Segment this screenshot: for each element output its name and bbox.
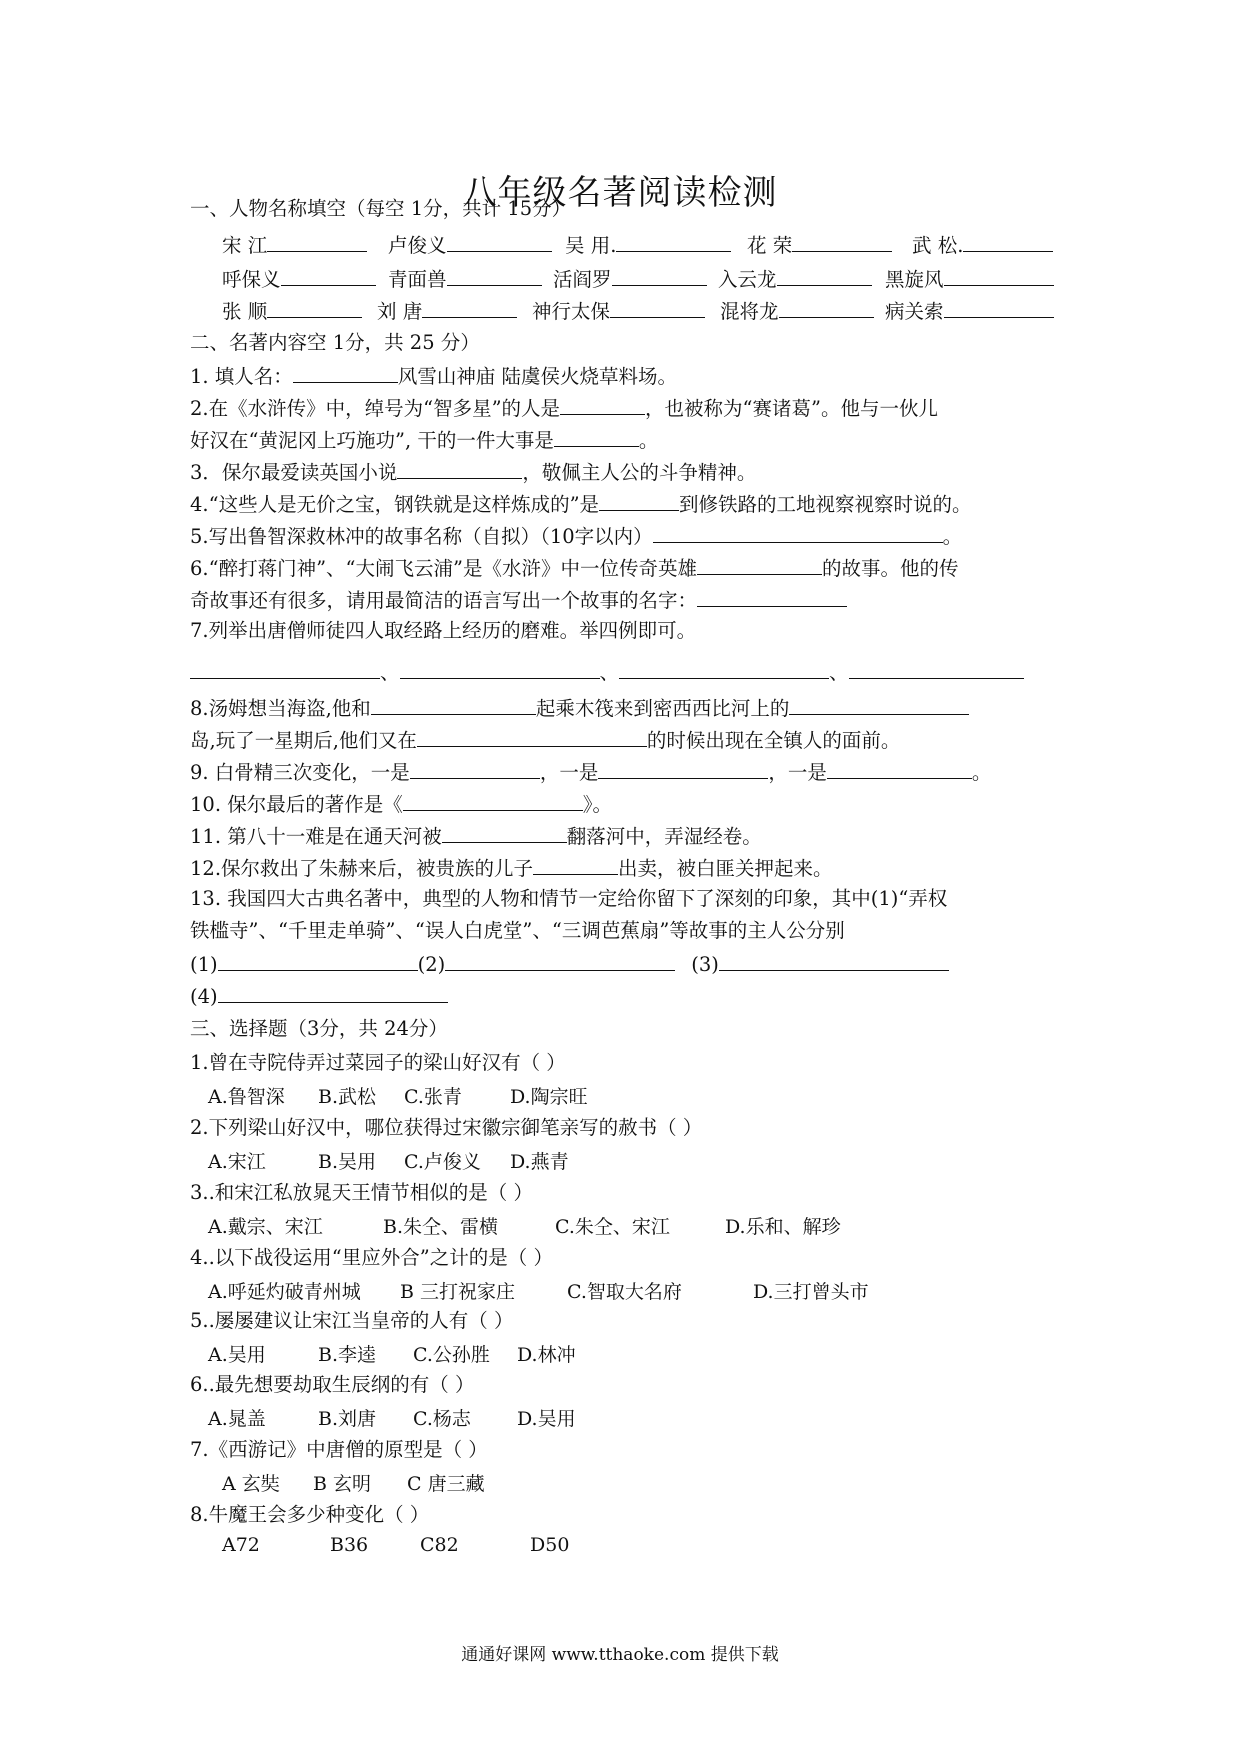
name-item: 神行太保	[532, 296, 705, 324]
blank[interactable]	[619, 658, 829, 679]
question-4: 4.“这些人是无价之宝，钢铁就是这样炼成的”是 到修铁路的工地视察视察时说的。	[190, 490, 972, 518]
question-6-cont: 奇故事还有很多，请用最简洁的语言写出一个故事的名字：	[190, 586, 847, 614]
mc-option[interactable]: A.吴用	[208, 1344, 266, 1366]
blank[interactable]	[849, 658, 1024, 679]
section2-heading: 二、名著内容空 1分，共 25 分）	[190, 331, 480, 354]
blank[interactable]	[653, 522, 943, 543]
mc-option[interactable]: A72	[222, 1534, 260, 1556]
question-13-blanks: (1) (2) (3)	[190, 950, 949, 978]
question-6: 6.“醉打蒋门神”、“大闹飞云浦”是《水浒》中一位传奇英雄 的故事。他的传	[190, 554, 959, 582]
blank[interactable]	[442, 822, 567, 843]
question-13-cont: 铁槛寺”、“千里走单骑”、“误人白虎堂”、“三调芭蕉扇”等故事的主人公分别	[190, 919, 845, 942]
blank[interactable]	[697, 554, 822, 575]
mc-option[interactable]: C.卢俊义	[404, 1151, 481, 1173]
blank[interactable]	[599, 490, 679, 511]
mc-option[interactable]: C 唐三藏	[407, 1473, 485, 1495]
name-item: 青面兽	[388, 264, 542, 292]
blank[interactable]	[697, 586, 847, 607]
blank[interactable]	[554, 426, 639, 447]
question-13-blank-4: (4)	[190, 982, 448, 1010]
mc-option[interactable]: D50	[530, 1534, 570, 1556]
mc-option[interactable]: A.晁盖	[208, 1408, 266, 1430]
section3-heading: 三、选择题（3分，共 24分）	[190, 1017, 448, 1040]
mc-option[interactable]: A.鲁智深	[208, 1086, 285, 1108]
mc-option[interactable]: D.乐和、解珍	[725, 1216, 841, 1238]
name-item: 花 荣	[747, 230, 892, 258]
question-1: 1. 填人名： 风雪山神庙 陆虞侯火烧草料场。	[190, 362, 677, 390]
mc-option[interactable]: B.吴用	[318, 1151, 377, 1173]
mc-option[interactable]: A.宋江	[208, 1151, 266, 1173]
blank[interactable]	[789, 694, 969, 715]
blank[interactable]	[944, 265, 1054, 286]
name-item: 黑旋风	[885, 264, 1054, 292]
blank[interactable]	[777, 265, 872, 286]
mc-question: 5..屡屡建议让宋江当皇帝的人有（ ）	[190, 1309, 514, 1332]
footer: 通通好课网 www.tthaoke.com 提供下载	[461, 1645, 779, 1665]
mc-option[interactable]: D.吴用	[517, 1408, 576, 1430]
question-10: 10. 保尔最后的著作是《 》。	[190, 790, 612, 818]
mc-option[interactable]: A 玄奘	[222, 1473, 280, 1495]
question-2: 2.在《水浒传》中，绰号为“智多星”的人是 ，也被称为“赛诸葛”。他与一伙儿	[190, 394, 938, 422]
blank[interactable]	[610, 297, 705, 318]
mc-question: 8.牛魔王会多少种变化（ ）	[190, 1503, 430, 1526]
page-title: 八年级名著阅读检测	[462, 173, 778, 213]
mc-option[interactable]: D.燕青	[510, 1151, 569, 1173]
mc-question: 1.曾在寺院侍弄过菜园子的梁山好汉有（ ）	[190, 1051, 566, 1074]
blank[interactable]	[218, 950, 418, 971]
name-item: 张 顺	[222, 296, 362, 324]
blank[interactable]	[403, 790, 583, 811]
mc-option[interactable]: A.戴宗、宋江	[208, 1216, 323, 1238]
name-item: 活阎罗	[553, 264, 707, 292]
question-5: 5.写出鲁智深救林冲的故事名称（自拟）（10字以内） 。	[190, 522, 962, 550]
mc-option[interactable]: B.刘唐	[318, 1408, 377, 1430]
blank[interactable]	[827, 758, 972, 779]
mc-option[interactable]: B36	[330, 1534, 369, 1556]
question-3: 3．保尔最爱读英国小说 ，敬佩主人公的斗争精神。	[190, 458, 756, 486]
mc-question: 7.《西游记》中唐僧的原型是（ ）	[190, 1438, 488, 1461]
blank[interactable]	[612, 265, 707, 286]
blank[interactable]	[397, 458, 522, 479]
blank[interactable]	[293, 362, 398, 383]
blank[interactable]	[616, 231, 731, 252]
question-11: 11. 第八十一难是在通天河被 翻落河中，弄湿经卷。	[190, 822, 762, 850]
name-item: 病关索	[885, 296, 1054, 324]
question-8-cont: 岛,玩了一星期后,他们又在 的时候出现在全镇人的面前。	[190, 726, 900, 754]
mc-question: 6..最先想要劫取生辰纲的有（ ）	[190, 1373, 475, 1396]
mc-question: 2.下列梁山好汉中，哪位获得过宋徽宗御笔亲写的赦书（ ）	[190, 1116, 703, 1139]
blank[interactable]	[190, 658, 380, 679]
name-item: 呼保义	[222, 264, 376, 292]
name-item: 吴 用.	[565, 230, 731, 258]
section1-heading: 一、人物名称填空（每空 1分，共计 15分）	[190, 197, 572, 220]
mc-option[interactable]: B.李逵	[318, 1344, 377, 1366]
question-7: 7.列举出唐僧师徒四人取经路上经历的磨难。举四例即可。	[190, 619, 697, 642]
mc-option[interactable]: B 玄明	[313, 1473, 372, 1495]
blank[interactable]	[218, 982, 448, 1003]
blank[interactable]	[267, 297, 362, 318]
name-item: 卢俊义	[388, 230, 552, 258]
mc-question: 3..和宋江私放晁天王情节相似的是（ ）	[190, 1181, 534, 1204]
blank[interactable]	[410, 758, 540, 779]
mc-option[interactable]: D.林冲	[517, 1344, 576, 1366]
mc-option[interactable]: D.三打曾头市	[753, 1281, 869, 1303]
mc-option[interactable]: B.朱仝、雷横	[383, 1216, 499, 1238]
blank[interactable]	[533, 854, 618, 875]
blank[interactable]	[267, 231, 367, 252]
mc-question: 4..以下战役运用“里应外合”之计的是（ ）	[190, 1246, 553, 1269]
name-item: 入云龙	[718, 264, 872, 292]
question-9: 9. 白骨精三次变化，一是 ，一是 ，一是 。	[190, 758, 991, 786]
question-8: 8.汤姆想当海盗,他和 起乘木筏来到密西西比河上的	[190, 694, 969, 722]
blank[interactable]	[281, 265, 376, 286]
blank[interactable]	[417, 726, 647, 747]
mc-option[interactable]: D.陶宗旺	[510, 1086, 588, 1108]
mc-option[interactable]: C.公孙胜	[413, 1344, 490, 1366]
blank[interactable]	[598, 758, 768, 779]
blank[interactable]	[560, 394, 645, 415]
question-2-cont: 好汉在“黄泥冈上巧施功”, 干的一件大事是 。	[190, 426, 658, 454]
blank[interactable]	[792, 231, 892, 252]
blank[interactable]	[719, 950, 949, 971]
mc-option[interactable]: B 三打祝家庄	[400, 1281, 516, 1303]
blank[interactable]	[963, 231, 1053, 252]
blank[interactable]	[422, 297, 517, 318]
mc-option[interactable]: C82	[420, 1534, 459, 1556]
mc-option[interactable]: C.智取大名府	[567, 1281, 682, 1303]
blank[interactable]	[779, 297, 874, 318]
question-13: 13. 我国四大古典名著中，典型的人物和情节一定给你留下了深刻的印象，其中(1)“弄权	[190, 887, 948, 910]
mc-option[interactable]: A.呼延灼破青州城	[208, 1281, 361, 1303]
blank[interactable]	[447, 231, 552, 252]
blank[interactable]	[944, 297, 1054, 318]
blank[interactable]	[445, 950, 675, 971]
question-12: 12.保尔救出了朱赫来后，被贵族的儿子 出卖，被白匪关押起来。	[190, 854, 833, 882]
mc-option[interactable]: C.朱仝、宋江	[555, 1216, 670, 1238]
name-item: 武 松.	[912, 230, 1053, 258]
mc-option[interactable]: C.张青	[404, 1086, 462, 1108]
blank[interactable]	[371, 694, 536, 715]
blank[interactable]	[400, 658, 600, 679]
name-item: 刘 唐	[377, 296, 517, 324]
blank[interactable]	[447, 265, 542, 286]
name-item: 混将龙	[720, 296, 874, 324]
mc-option[interactable]: B.武松	[318, 1086, 377, 1108]
name-item: 宋 江	[222, 230, 367, 258]
question-7-blanks: 、 、 、	[190, 658, 1024, 686]
mc-option[interactable]: C.杨志	[413, 1408, 471, 1430]
